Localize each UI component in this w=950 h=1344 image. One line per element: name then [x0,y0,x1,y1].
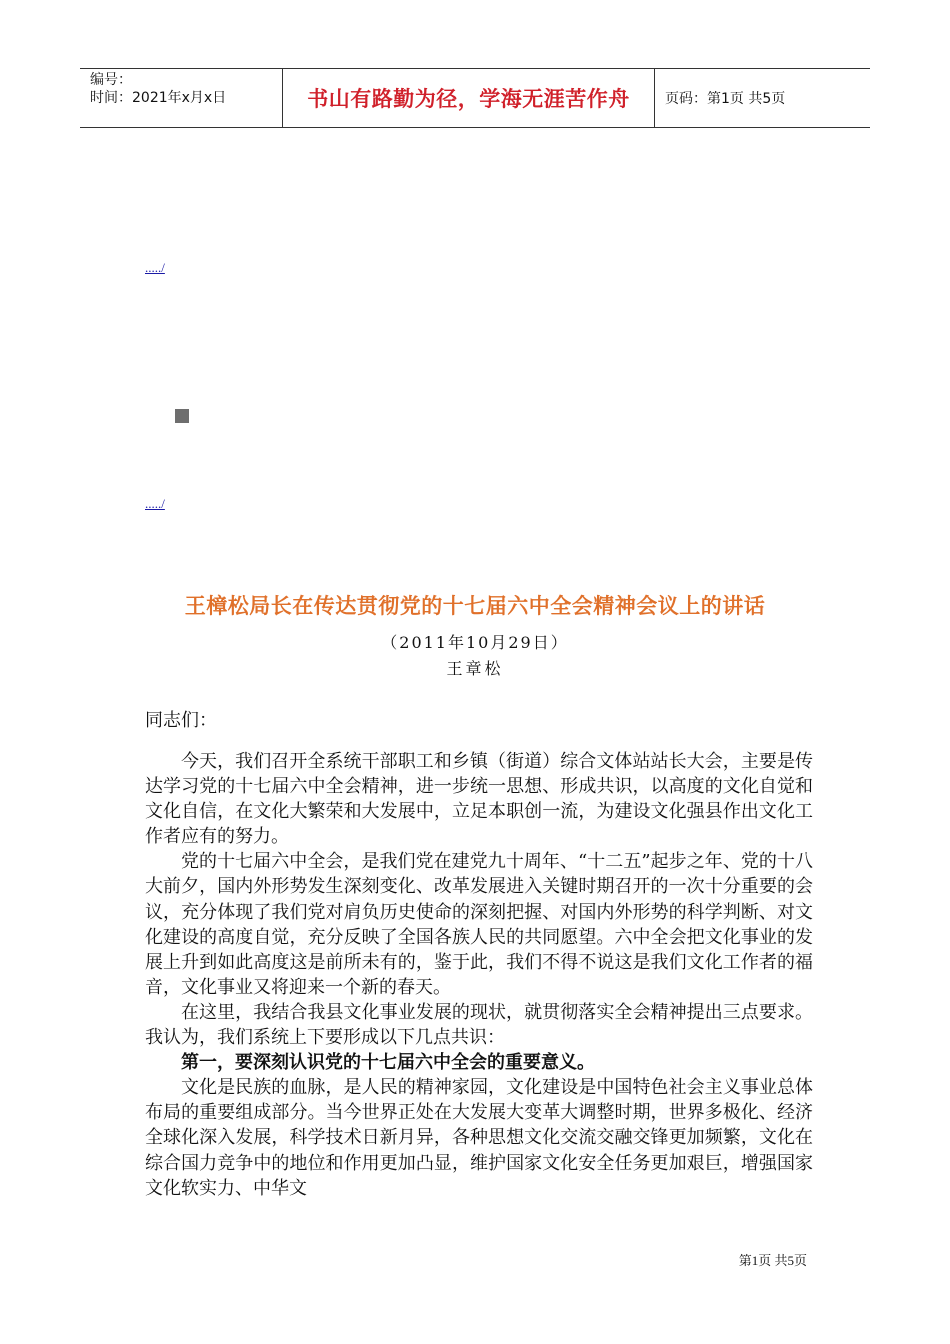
section-heading-1: 第一，要深刻认识党的十七届六中全会的重要意义。 [181,1052,595,1074]
document-title: 王樟松局长在传达贯彻党的十七届六中全会精神会议上的讲话 [184,593,766,618]
document-author: 王章松 [446,659,504,678]
page-header [80,68,870,128]
paragraph-2: 党的十七届六中全会，是我们党在建党九十周年、“十二五”起步之年、党的十八大前夕，国内外形势发生深刻变化、改革发展进入关键时期召开的一次十分重要的会议，充分体现了我们党对肩负历史使命的深刻把握、对国内外形势的科学判断、对文化建设的高度自觉，充分反映了全国各族人民的共同愿望。六中全会把文化事业的发展上升到如此高度这是前所未有的，鉴于此，我们不得不说这是我们文化工作者的福音，文化事业又将迎来一个新的春天。 [145,851,813,998]
document-date: （2011年10月29日） [381,633,569,652]
header-page-info: 页码：第1页 共5页 [665,91,786,107]
paragraph-3: 在这里，我结合我县文化事业发展的现状，就贯彻落实全会精神提出三点要求。我认为，我们系统上下要形成以下几点共识： [145,1001,813,1049]
link-bottom[interactable]: ...../ [145,496,165,511]
header-motto: 书山有路勤为径，学海无涯苦作舟 [282,69,655,127]
paragraph-1: 今天，我们召开全系统干部职工和乡镇（街道）综合文体站站长大会，主要是传达学习党的十七届六中全会精神，进一步统一思想、形成共识，以高度的文化自觉和文化自信，在文化大繁荣和大发展中，立足本职创一流，为建设文化强县作出文化工作者应有的努力。 [145,751,813,848]
number-label: 编号： [90,72,132,88]
time-label: 时间：2021年x月x日 [90,90,227,106]
header-left-cell [80,69,282,127]
document-body [145,749,813,1201]
paragraph-4: 文化是民族的血脉，是人民的精神家园，文化建设是中国特色社会主义事业总体布局的重要组成部分。当今世界正处在大发展大变革大调整时期，世界多极化、经济全球化深入发展，科学技术日新月异，各种思想文化交流交融交锋更加频繁，文化在综合国力竞争中的地位和作用更加凸显，维护国家文化安全任务更加艰巨，增强国家文化软实力、中华文 [145,1077,813,1199]
greeting: 同志们： [145,710,217,731]
link-top[interactable]: ...../ [145,260,165,275]
square-bullet-icon [175,409,189,423]
page-footer: 第1页 共5页 [738,1253,807,1268]
